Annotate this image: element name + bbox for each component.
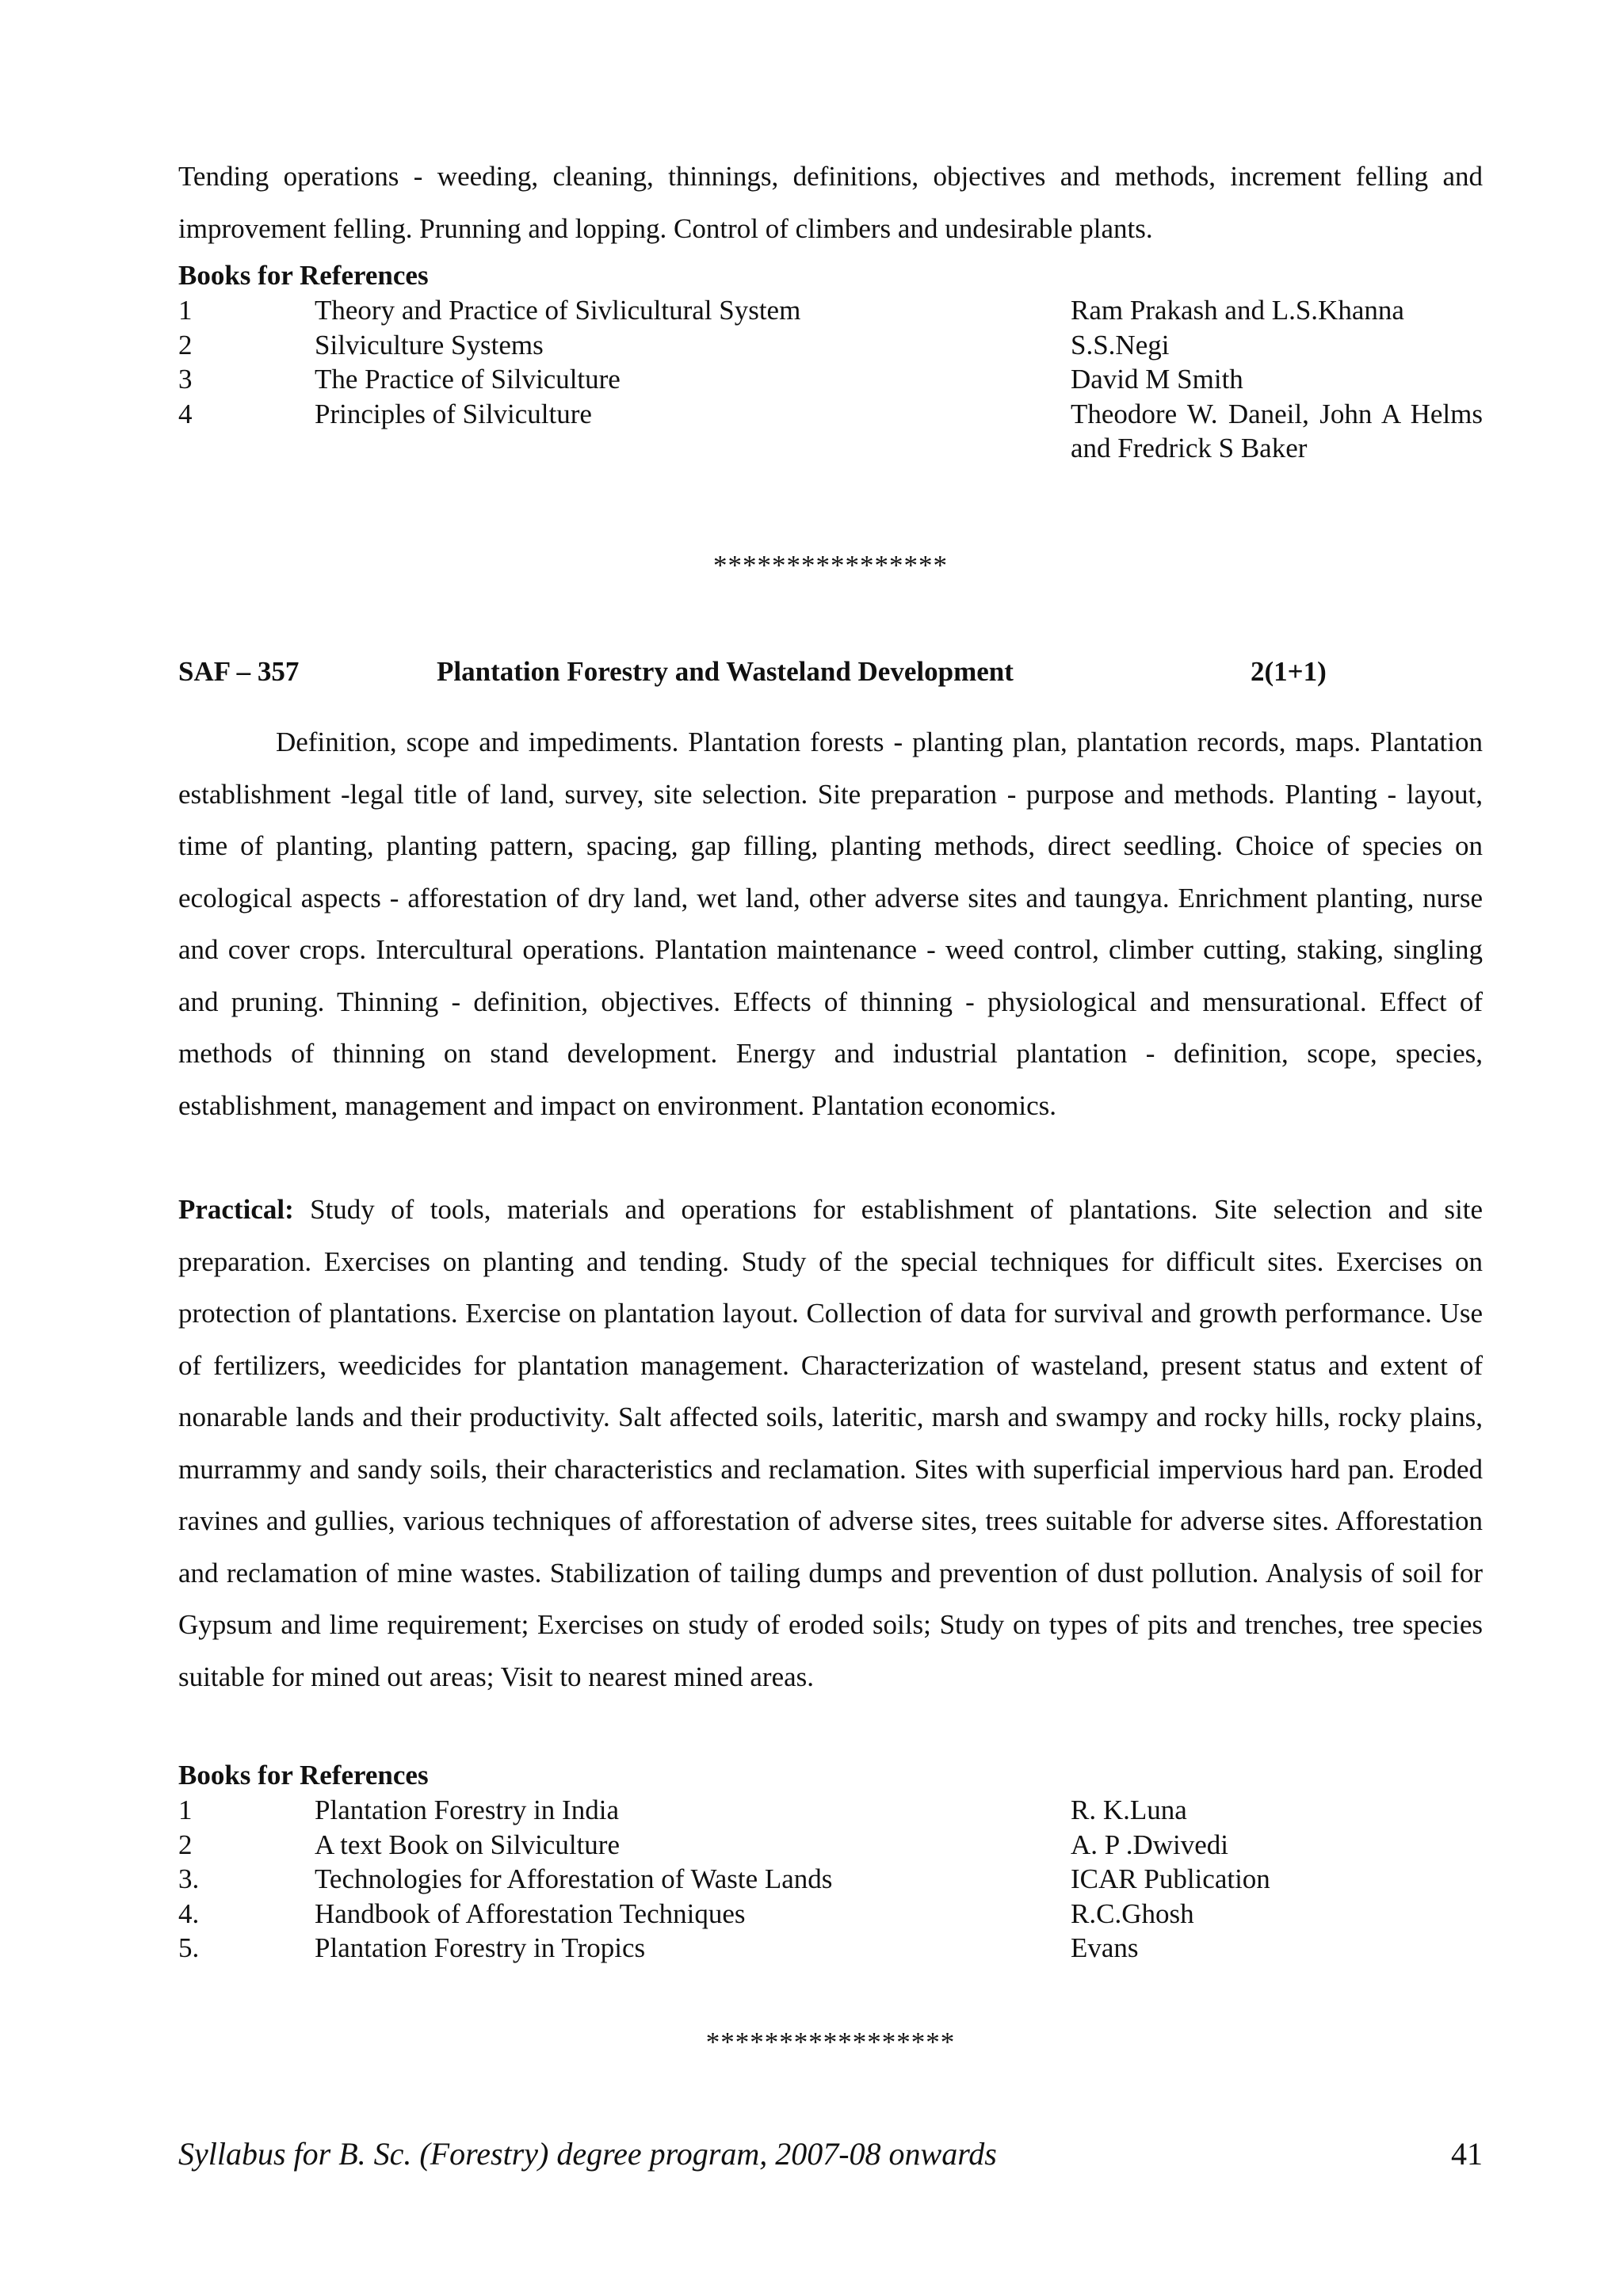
- intro-section: [178, 151, 1483, 254]
- reference-item: [178, 1828, 1483, 1863]
- reference-item: [178, 1931, 1483, 1966]
- theory-paragraph: Definition, scope and impediments. Plantation forests - planting plan, plantation records, maps. Plantation establishment -legal title of land, survey, site selection. Site preparation - purpose and methods. Planting - layout, time of planting, planting pattern, spacing, gap filling, planting methods, direct seedling. Choice of species on ecological aspects - afforestation of dry land, wet land, other adverse sites and taungya. Enrichment planting, nurse and cover crops. Intercultural operations. Plantation maintenance - weed control, climber cutting, staking, singling and pruning. Thinning - definition, objectives. Effects of thinning - physiological and mensurational. Effect of methods of thinning on stand development. Energy and industrial plantation - definition, scope, species, establishment, management and impact on environment. Plantation economics.: [178, 727, 1483, 1121]
- reference-number: 4.: [178, 1897, 200, 1929]
- reference-author: Ram Prakash and L.S.Khanna: [1071, 295, 1404, 326]
- reference-item: [178, 328, 1483, 363]
- theory-section: [178, 716, 1483, 1131]
- reference-author: R. K.Luna: [1071, 1794, 1187, 1825]
- reference-number: 3.: [178, 1863, 200, 1894]
- reference-author: R.C.Ghosh: [1071, 1897, 1194, 1929]
- reference-item: [178, 397, 1483, 466]
- books-references-1: [178, 258, 1483, 466]
- reference-number: 1: [178, 1794, 193, 1825]
- reference-author: ICAR Publication: [1071, 1863, 1270, 1894]
- separator-1: ****************: [713, 550, 948, 581]
- reference-author: S.S.Negi: [1071, 329, 1170, 360]
- course-title: Plantation Forestry and Wasteland Development: [437, 656, 1014, 687]
- reference-author: David M Smith: [1071, 364, 1243, 395]
- reference-list-1: [178, 293, 1483, 466]
- reference-number: 5.: [178, 1932, 200, 1963]
- reference-item: [178, 1897, 1483, 1932]
- practical-text: Study of tools, materials and operations for establishment of plantations. Site selection and site preparation. Exercises on planting and tending. Study of the special techniques for difficult sites. Exercises on protection of plantations. Exercise on plantation layout. Collection of data for survival and growth performance. Use of fertilizers, weedicides for plantation management. Characterization of wasteland, present status and extent of nonarable lands and their productivity. Salt affected soils, lateritic, marsh and swampy and rocky hills, rocky plains, murrammy and sandy soils, their characteristics and reclamation. Sites with superficial impervious hard pan. Eroded ravines and gullies, various techniques of afforestation of adverse sites, trees suitable for adverse sites. Afforestation and reclamation of mine wastes. Stabilization of tailing dumps and prevention of dust pollution. Analysis of soil for Gypsum and lime requirement; Exercises on study of eroded soils; Study on types of pits and trenches, tree species suitable for mined out areas; Visit to nearest mined areas.: [178, 1194, 1483, 1692]
- page-number: 41: [1451, 2136, 1483, 2172]
- footer-text: Syllabus for B. Sc. (Forestry) degree program, 2007-08 onwards: [178, 2136, 997, 2172]
- reference-author: Evans: [1071, 1932, 1139, 1963]
- course-credits: 2(1+1): [1251, 656, 1327, 687]
- reference-title: Handbook of Afforestation Techniques: [315, 1897, 746, 1929]
- separator-2: *****************: [705, 2027, 956, 2058]
- reference-title: Technologies for Afforestation of Waste Lands: [315, 1863, 833, 1894]
- document-page: [178, 0, 1483, 2296]
- reference-title: Principles of Silviculture: [315, 398, 592, 429]
- reference-title: Plantation Forestry in India: [315, 1794, 619, 1825]
- reference-item: [178, 293, 1483, 328]
- reference-list-2: [178, 1793, 1483, 1966]
- reference-author: A. P .Dwivedi: [1071, 1829, 1228, 1860]
- practical-label: Practical:: [178, 1194, 294, 1225]
- reference-number: 3: [178, 364, 193, 395]
- reference-number: 4: [178, 398, 193, 429]
- reference-item: [178, 362, 1483, 397]
- reference-title: A text Book on Silviculture: [315, 1829, 620, 1860]
- reference-item: [178, 1793, 1483, 1828]
- reference-title: Plantation Forestry in Tropics: [315, 1932, 646, 1963]
- reference-item: [178, 1862, 1483, 1897]
- reference-number: 2: [178, 1829, 193, 1860]
- practical-section: [178, 1184, 1483, 1703]
- reference-number: 2: [178, 329, 193, 360]
- books-heading-1: Books for References: [178, 260, 429, 291]
- reference-title: Theory and Practice of Sivlicultural System: [315, 295, 801, 326]
- course-code: SAF – 357: [178, 656, 300, 687]
- books-heading-2: Books for References: [178, 1760, 429, 1791]
- intro-paragraph: Tending operations - weeding, cleaning, thinnings, definitions, objectives and methods, increment felling and improvement felling. Prunning and lopping. Control of climbers and undesirable plants.: [178, 161, 1483, 244]
- reference-number: 1: [178, 295, 193, 326]
- reference-title: The Practice of Silviculture: [315, 364, 621, 395]
- reference-title: Silviculture Systems: [315, 329, 544, 360]
- practical-paragraph: [178, 1184, 1483, 1703]
- reference-author: Theodore W. Daneil, John A Helms and Fredrick S Baker: [1071, 398, 1483, 463]
- books-references-2: [178, 1758, 1483, 1966]
